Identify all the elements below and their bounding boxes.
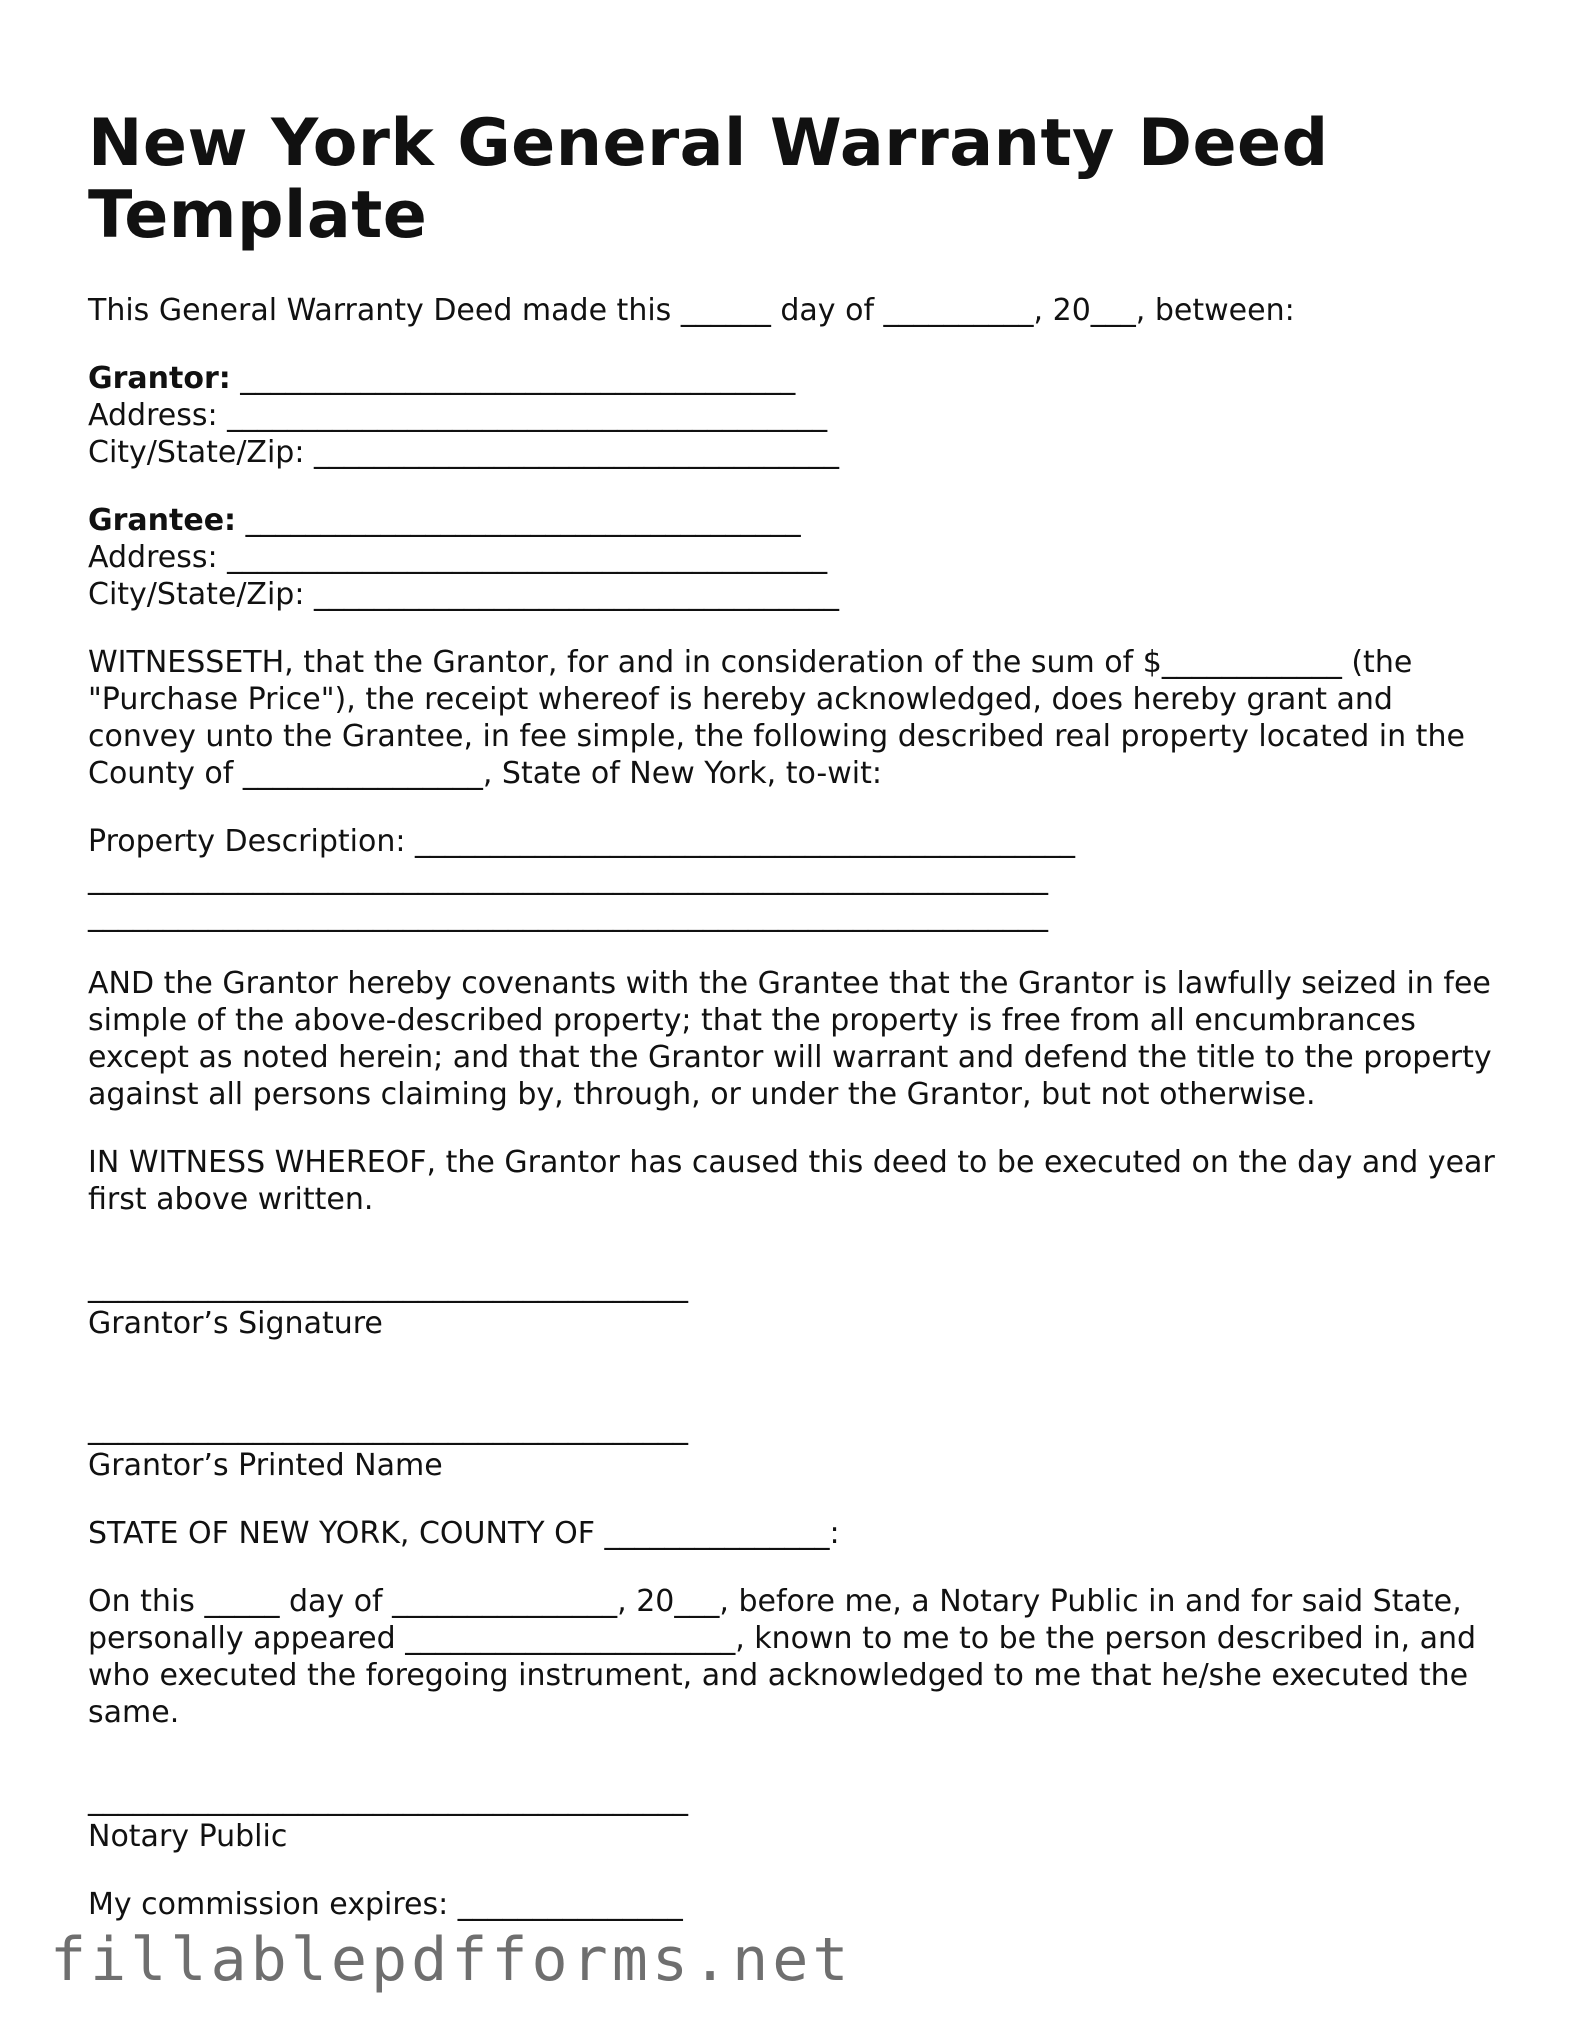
grantee-section <box>88 502 1508 613</box>
property-description-line[interactable]: ________________________________________________________________ <box>88 861 1048 896</box>
grantor-printed-name-block <box>88 1410 1508 1484</box>
notary-acknowledgment-paragraph: On this _____ day of _______________, 20___, before me, a Notary Public in and for said State, personally appeared ______________________, known to me to be the person described in, and who executed the foregoing instrument, and acknowledged to me that he/she executed the same. <box>88 1584 1477 1730</box>
grantor-printed-name-line[interactable]: ________________________________________ <box>88 1411 688 1446</box>
grantee-address-field[interactable]: Address: ________________________________________ <box>88 540 828 575</box>
grantor-name-field[interactable]: _____________________________________ <box>230 361 796 396</box>
property-description-section <box>88 823 1508 934</box>
grantee-name-field[interactable]: _____________________________________ <box>236 503 801 538</box>
property-description-field[interactable]: Property Description: ____________________________________________ <box>88 824 1075 859</box>
property-description-line[interactable]: ________________________________________________________________ <box>88 898 1048 933</box>
grantor-printed-name-label: Grantor’s Printed Name <box>88 1448 443 1483</box>
grantor-address-field[interactable]: Address: ________________________________________ <box>88 398 828 433</box>
grantor-city-field[interactable]: City/State/Zip: ___________________________________ <box>88 435 839 470</box>
witnesseth-paragraph: WITNESSETH, that the Grantor, for and in consideration of the sum of $____________ (the "Purchase Price"), the receipt whereof is hereby acknowledged, does hereby grant and convey unto the Grantee, in fee simple, the following described real property located in the County of ________________, State of New York, to-wit: <box>88 645 1465 791</box>
grantor-signature-block <box>88 1268 1508 1342</box>
grantor-section <box>88 360 1508 471</box>
in-witness-paragraph: IN WITNESS WHEREOF, the Grantor has caused this deed to be executed on the day and year first above written. <box>88 1145 1495 1217</box>
grantor-label: Grantor: <box>88 361 231 396</box>
state-county-line: STATE OF NEW YORK, COUNTY OF _______________: <box>88 1516 840 1551</box>
grantee-city-field[interactable]: City/State/Zip: ___________________________________ <box>88 577 839 612</box>
document-page <box>88 108 1508 1954</box>
page-title: New York General Warranty Deed Template <box>88 106 1329 253</box>
notary-signature-block <box>88 1781 1508 1855</box>
grantor-signature-line[interactable]: ________________________________________ <box>88 1269 688 1304</box>
covenant-paragraph: AND the Grantor hereby covenants with the Grantee that the Grantor is lawfully seized in fee simple of the above-described property; that the property is free from all encumbrances except as noted herein; and that the Grantor will warrant and defend the title to the property against all persons claiming by, through, or under the Grantor, but not otherwise. <box>88 966 1492 1112</box>
commission-expires-field[interactable]: My commission expires: _______________ <box>88 1887 683 1922</box>
watermark: fillablepdfforms.net <box>50 1925 853 1995</box>
intro-paragraph: This General Warranty Deed made this ______ day of __________, 20___, between: <box>88 293 1295 328</box>
grantee-name-row <box>88 502 1508 539</box>
notary-signature-line[interactable]: ________________________________________ <box>88 1782 688 1817</box>
grantee-label: Grantee: <box>88 503 237 538</box>
grantor-signature-label: Grantor’s Signature <box>88 1306 383 1341</box>
notary-public-label: Notary Public <box>88 1819 288 1854</box>
grantor-name-row <box>88 360 1508 397</box>
